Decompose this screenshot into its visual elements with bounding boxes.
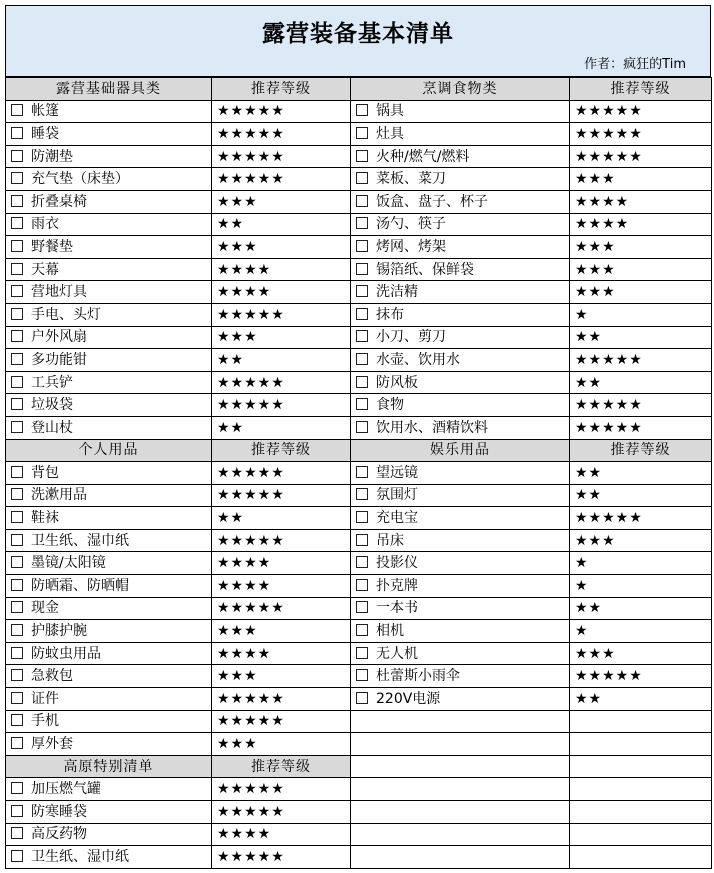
item-label: 灶具 [376,125,404,142]
item-rating: ★★★★★ [570,394,712,417]
equipment-table [5,77,712,869]
section-header: 烹调食物类 [351,78,570,101]
grade-header: 推荐等级 [570,78,712,101]
checklist-row [6,801,712,824]
empty-cell [351,778,570,801]
checklist-row [6,733,712,756]
item-checkbox[interactable] [11,421,23,433]
item-rating: ★★★ [570,281,712,304]
item-rating: ★★★★ [212,823,351,846]
item-name-cell [6,190,212,213]
item-rating: ★★★★★ [570,123,712,146]
item-label: 天幕 [31,261,59,278]
item-label: 防寒睡袋 [31,803,87,820]
item-rating: ★★★ [570,529,712,552]
checklist-row [6,642,712,665]
item-name-cell [351,303,570,326]
item-label: 汤勺、筷子 [376,216,446,233]
item-label: 墨镜/太阳镜 [31,555,106,572]
item-name-cell [6,326,212,349]
item-rating: ★★★ [212,665,351,688]
item-label: 睡袋 [31,125,59,142]
item-rating: ★★ [570,484,712,507]
item-name-cell [6,529,212,552]
item-name-cell [6,303,212,326]
item-checkbox[interactable] [11,850,23,862]
item-checkbox[interactable] [356,285,368,297]
item-name-cell [6,236,212,259]
checklist-row [6,123,712,146]
item-rating: ★★★★★ [212,801,351,824]
item-name-cell [6,416,212,439]
item-label: 户外风扇 [31,329,87,346]
item-label: 洗漱用品 [31,487,87,504]
empty-cell [570,846,712,869]
checklist-row [6,416,712,439]
item-label: 鞋袜 [31,510,59,527]
item-checkbox[interactable] [11,127,23,139]
item-label: 充气垫（床垫） [31,171,129,188]
author-credit: 作者：疯狂的Tim [584,57,686,72]
section-header-row [6,755,712,778]
item-checkbox[interactable] [11,647,23,659]
checklist-row [6,597,712,620]
empty-cell [351,733,570,756]
item-name-cell [6,462,212,485]
item-name-cell [6,552,212,575]
checklist-row [6,303,712,326]
item-checkbox[interactable] [11,195,23,207]
item-checkbox[interactable] [356,127,368,139]
item-rating: ★★★★★ [212,123,351,146]
item-label: 充电宝 [376,510,418,527]
item-rating: ★★★ [212,236,351,259]
item-rating: ★ [570,303,712,326]
item-checkbox[interactable] [11,466,23,478]
item-name-cell [6,168,212,191]
item-label: 烤网、烤架 [376,238,446,255]
item-checkbox[interactable] [356,104,368,116]
item-rating: ★★★★★ [570,145,712,168]
empty-cell [570,755,712,778]
item-name-cell [351,236,570,259]
grade-header: 推荐等级 [570,439,712,462]
item-rating: ★★★★★ [570,665,712,688]
item-name-cell [351,349,570,372]
checklist-row [6,484,712,507]
checklist-row [6,462,712,485]
item-label: 背包 [31,464,59,481]
item-label: 多功能钳 [31,351,87,368]
checklist-row [6,190,712,213]
item-rating: ★★★★ [212,642,351,665]
item-name-cell [351,168,570,191]
item-label: 洗洁精 [376,284,418,301]
item-checkbox[interactable] [11,534,23,546]
item-rating: ★★★★★ [212,688,351,711]
empty-cell [351,846,570,869]
item-rating: ★★★★★ [570,507,712,530]
item-label: 雨衣 [31,216,59,233]
item-checkbox[interactable] [356,511,368,523]
item-label: 防潮垫 [31,148,73,165]
checklist-row [6,710,712,733]
item-name-cell [6,349,212,372]
item-checkbox[interactable] [11,692,23,704]
item-rating: ★★ [212,349,351,372]
item-checkbox[interactable] [356,669,368,681]
checklist-row [6,620,712,643]
item-label: 营地灯具 [31,284,87,301]
item-label: 锅具 [376,103,404,120]
item-name-cell [6,801,212,824]
item-name-cell [6,665,212,688]
item-checkbox[interactable] [356,624,368,636]
item-name-cell [351,597,570,620]
item-name-cell [351,642,570,665]
item-checkbox[interactable] [11,172,23,184]
item-rating: ★★★★★ [212,778,351,801]
item-label: 卫生纸、湿巾纸 [31,532,129,549]
item-label: 杜蕾斯小雨伞 [376,668,460,685]
item-rating: ★★★★★ [212,597,351,620]
item-rating: ★★★★★ [570,349,712,372]
checklist-row [6,529,712,552]
item-label: 扑克牌 [376,577,418,594]
item-name-cell [351,462,570,485]
item-checkbox[interactable] [356,353,368,365]
item-checkbox[interactable] [11,488,23,500]
item-checkbox[interactable] [356,376,368,388]
item-checkbox[interactable] [11,737,23,749]
item-label: 防蚊虫用品 [31,645,101,662]
checklist-row [6,846,712,869]
item-name-cell [351,258,570,281]
empty-cell [570,778,712,801]
item-name-cell [6,371,212,394]
item-name-cell [6,507,212,530]
item-rating: ★★ [212,507,351,530]
checklist-row [6,507,712,530]
item-label: 火种/燃气/燃料 [376,148,470,165]
item-label: 护膝护腕 [31,623,87,640]
item-label: 证件 [31,690,59,707]
item-rating: ★★★★★ [212,168,351,191]
item-checkbox[interactable] [11,353,23,365]
checklist-row [6,145,712,168]
item-label: 折叠桌椅 [31,193,87,210]
item-rating: ★★★★ [212,281,351,304]
item-name-cell [351,190,570,213]
empty-cell [351,823,570,846]
item-name-cell [351,326,570,349]
item-name-cell [6,688,212,711]
item-name-cell [6,145,212,168]
checklist-row [6,394,712,417]
item-checkbox[interactable] [11,330,23,342]
checklist-row [6,778,712,801]
item-rating: ★★★★★ [212,145,351,168]
item-checkbox[interactable] [356,240,368,252]
item-label: 加压燃气罐 [31,781,101,798]
item-checkbox[interactable] [11,601,23,613]
item-rating: ★★★★★ [212,529,351,552]
item-name-cell [351,529,570,552]
item-label: 投影仪 [376,555,418,572]
item-checkbox[interactable] [356,601,368,613]
item-label: 锡箔纸、保鲜袋 [376,261,474,278]
item-name-cell [6,620,212,643]
item-checkbox[interactable] [356,330,368,342]
item-name-cell [351,213,570,236]
grade-header: 推荐等级 [212,755,351,778]
item-checkbox[interactable] [356,534,368,546]
item-checkbox[interactable] [11,556,23,568]
item-rating: ★★★★★ [212,710,351,733]
item-label: 手机 [31,713,59,730]
item-rating: ★★★ [212,733,351,756]
item-name-cell [351,281,570,304]
item-checkbox[interactable] [11,217,23,229]
checklist-row [6,168,712,191]
item-checkbox[interactable] [11,511,23,523]
item-checkbox[interactable] [356,488,368,500]
item-label: 一本书 [376,600,418,617]
item-rating: ★★★★★ [212,846,351,869]
item-rating: ★ [570,575,712,598]
section-header: 露营基础器具类 [6,78,212,101]
item-name-cell [351,416,570,439]
item-rating: ★★ [570,462,712,485]
item-name-cell [6,213,212,236]
checklist-row [6,281,712,304]
item-checkbox[interactable] [356,172,368,184]
item-rating: ★★★★★ [212,394,351,417]
item-rating: ★ [570,620,712,643]
item-checkbox[interactable] [11,285,23,297]
item-checkbox[interactable] [11,714,23,726]
empty-cell [570,801,712,824]
item-rating: ★★ [570,688,712,711]
item-checkbox[interactable] [11,104,23,116]
item-rating: ★★★★ [212,552,351,575]
checklist-row [6,100,712,123]
item-checkbox[interactable] [356,263,368,275]
item-name-cell [6,597,212,620]
item-name-cell [351,575,570,598]
item-rating: ★★★ [570,642,712,665]
item-checkbox[interactable] [356,398,368,410]
item-name-cell [351,665,570,688]
item-label: 防风板 [376,374,418,391]
item-rating: ★ [570,552,712,575]
item-name-cell [6,710,212,733]
item-label: 帐篷 [31,103,59,120]
item-name-cell [6,258,212,281]
item-label: 防晒霜、防晒帽 [31,577,129,594]
item-checkbox[interactable] [11,263,23,275]
empty-cell [570,710,712,733]
item-label: 工兵铲 [31,374,73,391]
item-rating: ★★★ [212,190,351,213]
item-checkbox[interactable] [356,579,368,591]
item-checkbox[interactable] [11,782,23,794]
item-label: 菜板、菜刀 [376,171,446,188]
checklist-row [6,665,712,688]
item-rating: ★★★★ [570,190,712,213]
item-checkbox[interactable] [356,308,368,320]
item-rating: ★★★★★ [212,371,351,394]
item-rating: ★★★★★ [570,416,712,439]
item-name-cell [6,642,212,665]
item-checkbox[interactable] [11,827,23,839]
item-label: 高反药物 [31,826,87,843]
item-label: 现金 [31,600,59,617]
item-label: 卫生纸、湿巾纸 [31,848,129,865]
section-header: 娱乐用品 [351,439,570,462]
item-name-cell [6,394,212,417]
title-banner [5,5,711,77]
item-rating: ★★★★★ [570,100,712,123]
checklist-row [6,371,712,394]
item-checkbox[interactable] [11,579,23,591]
checklist-row [6,258,712,281]
item-name-cell [351,145,570,168]
item-rating: ★★★★★ [212,303,351,326]
item-label: 饭盒、盘子、杯子 [376,193,488,210]
checklist-row [6,213,712,236]
item-label: 小刀、剪刀 [376,329,446,346]
item-label: 吊床 [376,532,404,549]
item-name-cell [6,100,212,123]
item-name-cell [351,484,570,507]
item-rating: ★★★★ [212,575,351,598]
item-name-cell [351,394,570,417]
item-name-cell [6,281,212,304]
empty-cell [351,710,570,733]
checklist-row [6,575,712,598]
item-label: 望远镜 [376,464,418,481]
item-label: 水壶、饮用水 [376,351,460,368]
item-checkbox[interactable] [356,556,368,568]
item-label: 220V电源 [376,690,441,707]
item-label: 登山杖 [31,419,73,436]
item-rating: ★★★ [570,258,712,281]
item-rating: ★★ [570,326,712,349]
item-label: 急救包 [31,668,73,685]
item-checkbox[interactable] [356,217,368,229]
item-name-cell [351,100,570,123]
item-rating: ★★ [570,371,712,394]
item-checkbox[interactable] [11,624,23,636]
item-name-cell [351,688,570,711]
item-rating: ★★★ [570,236,712,259]
item-rating: ★★ [212,213,351,236]
item-checkbox[interactable] [11,150,23,162]
item-checkbox[interactable] [11,308,23,320]
item-name-cell [351,620,570,643]
item-name-cell [6,778,212,801]
item-checkbox[interactable] [356,150,368,162]
item-label: 饮用水、酒精饮料 [376,419,488,436]
checklist-row [6,326,712,349]
checklist-row [6,552,712,575]
item-name-cell [351,123,570,146]
item-rating: ★★★★ [212,258,351,281]
item-checkbox[interactable] [11,805,23,817]
sheet-title: 露营装备基本清单 [262,20,454,47]
section-header-row [6,439,712,462]
checklist-sheet [5,5,711,872]
item-rating: ★★ [212,416,351,439]
grade-header: 推荐等级 [212,439,351,462]
item-checkbox[interactable] [356,421,368,433]
item-label: 相机 [376,623,404,640]
item-checkbox[interactable] [356,466,368,478]
item-name-cell [351,371,570,394]
item-name-cell [6,823,212,846]
item-name-cell [6,846,212,869]
empty-cell [570,823,712,846]
grade-header: 推荐等级 [212,78,351,101]
item-label: 抹布 [376,306,404,323]
item-name-cell [6,575,212,598]
empty-cell [570,733,712,756]
item-rating: ★★★★★ [212,484,351,507]
empty-cell [351,801,570,824]
item-name-cell [6,484,212,507]
item-checkbox[interactable] [11,240,23,252]
item-label: 手电、头灯 [31,306,101,323]
item-rating: ★★★ [212,326,351,349]
checklist-row [6,349,712,372]
item-name-cell [351,552,570,575]
item-rating: ★★★ [570,168,712,191]
item-label: 无人机 [376,645,418,662]
checklist-row [6,236,712,259]
item-rating: ★★ [570,597,712,620]
item-label: 氛围灯 [376,487,418,504]
item-label: 野餐垫 [31,238,73,255]
item-label: 厚外套 [31,736,73,753]
checklist-row [6,688,712,711]
item-label: 垃圾袋 [31,397,73,414]
item-rating: ★★★★ [570,213,712,236]
section-header: 高原特别清单 [6,755,212,778]
item-checkbox[interactable] [11,669,23,681]
item-label: 食物 [376,397,404,414]
item-rating: ★★★ [212,620,351,643]
section-header: 个人用品 [6,439,212,462]
item-rating: ★★★★★ [212,100,351,123]
item-checkbox[interactable] [11,398,23,410]
item-name-cell [6,733,212,756]
empty-cell [351,755,570,778]
checklist-row [6,823,712,846]
item-checkbox[interactable] [356,692,368,704]
item-rating: ★★★★★ [212,462,351,485]
section-header-row [6,78,712,101]
item-checkbox[interactable] [356,195,368,207]
item-checkbox[interactable] [11,376,23,388]
item-name-cell [351,507,570,530]
item-name-cell [6,123,212,146]
item-checkbox[interactable] [356,647,368,659]
